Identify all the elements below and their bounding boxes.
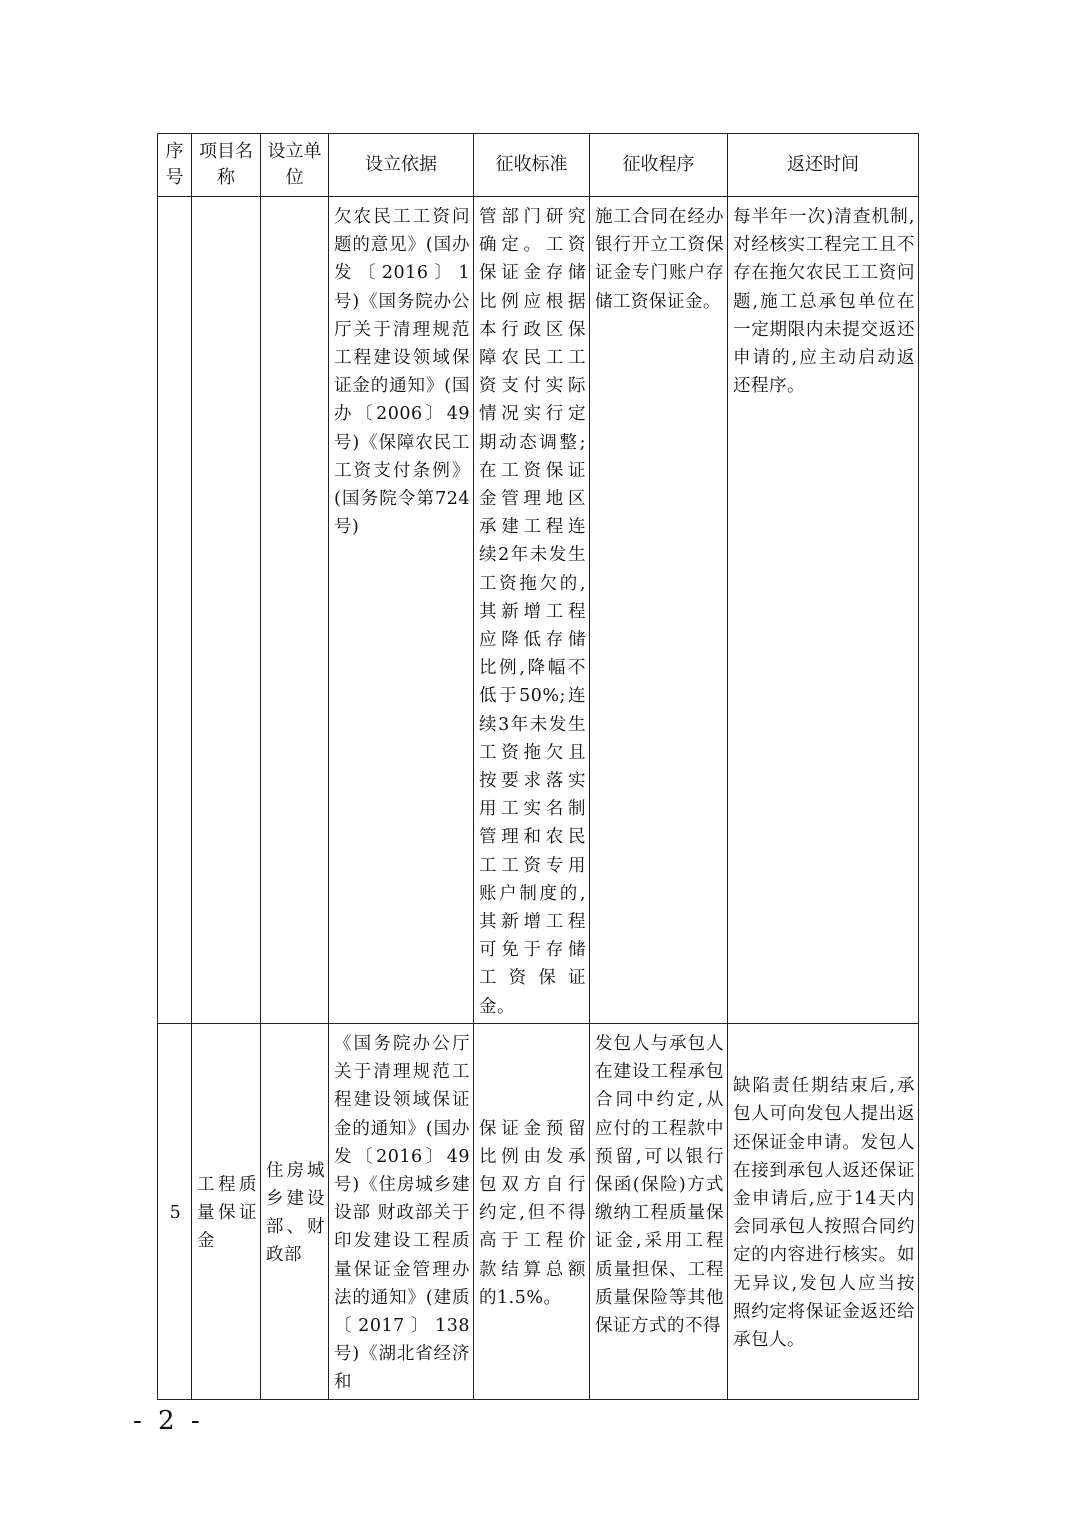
cell-unit — [261, 197, 329, 1024]
header-basis: 设立依据 — [329, 134, 474, 197]
cell-basis: 欠农民工工资问题的意见》(国办发〔2016〕1号)《国务院办公厅关于清理规范工程建设领域保证金的通知》(国办〔2006〕49号)《保障农民工工资支付条例》(国务院令第724号) — [329, 197, 474, 1024]
cell-procedure: 施工合同在经办银行开立工资保证金专门账户存储工资保证金。 — [590, 197, 728, 1024]
header-standard: 征收标准 — [474, 134, 590, 197]
table-row — [158, 1023, 919, 1399]
table-header-row — [158, 134, 919, 197]
page-number: - 2 - — [133, 1406, 204, 1436]
cell-refund: 缺陷责任期结束后,承包人可向发包人提出返还保证金申请。发包人在接到承包人返还保证金申请后,应于14天内会同承包人按照合同约定的内容进行核实。如无异议,发包人应当按照约定将保证金返还给承包人。 — [728, 1023, 919, 1399]
header-refund: 返还时间 — [728, 134, 919, 197]
cell-refund: 每半年一次)清查机制,对经核实工程完工且不存在拖欠农民工工资问题,施工总承包单位在一定期限内未提交返还申请的,应主动启动返还程序。 — [728, 197, 919, 1024]
cell-seq — [158, 197, 192, 1024]
cell-name: 工程质量保证金 — [192, 1023, 261, 1399]
cell-procedure: 发包人与承包人在建设工程承包合同中约定,从应付的工程款中预留,可以银行保函(保险)方式缴纳工程质量保证金,采用工程质量担保、工程质量保险等其他保证方式的不得 — [590, 1023, 728, 1399]
header-procedure: 征收程序 — [590, 134, 728, 197]
cell-unit: 住房城乡建设部、财政部 — [261, 1023, 329, 1399]
cell-seq: 5 — [158, 1023, 192, 1399]
table-row — [158, 197, 919, 1024]
cell-basis: 《国务院办公厅关于清理规范工程建设领域保证金的通知》(国办发〔2016〕49号)《住房城乡建设部 财政部关于印发建设工程质量保证金管理办法的通知》(建质〔2017〕138号)《湖北省经济和 — [329, 1023, 474, 1399]
cell-name — [192, 197, 261, 1024]
cell-standard: 管部门研究确定。工资保证金存储比例应根据本行政区保障农民工工资支付实际情况实行定期动态调整;在工资保证金管理地区承建工程连续2年未发生工资拖欠的,其新增工程应降低存储比例,降幅不低于50%;连续3年未发生工资拖欠且按要求落实用工实名制管理和农民工工资专用账户制度的,其新增工程可免于存储工资保证金。 — [474, 197, 590, 1024]
cell-standard: 保证金预留比例由发承包双方自行约定,但不得高于工程价款结算总额的1.5%。 — [474, 1023, 590, 1399]
header-seq: 序号 — [158, 134, 192, 197]
header-unit: 设立单位 — [261, 134, 329, 197]
fee-table — [157, 133, 919, 1400]
header-name: 项目名称 — [192, 134, 261, 197]
